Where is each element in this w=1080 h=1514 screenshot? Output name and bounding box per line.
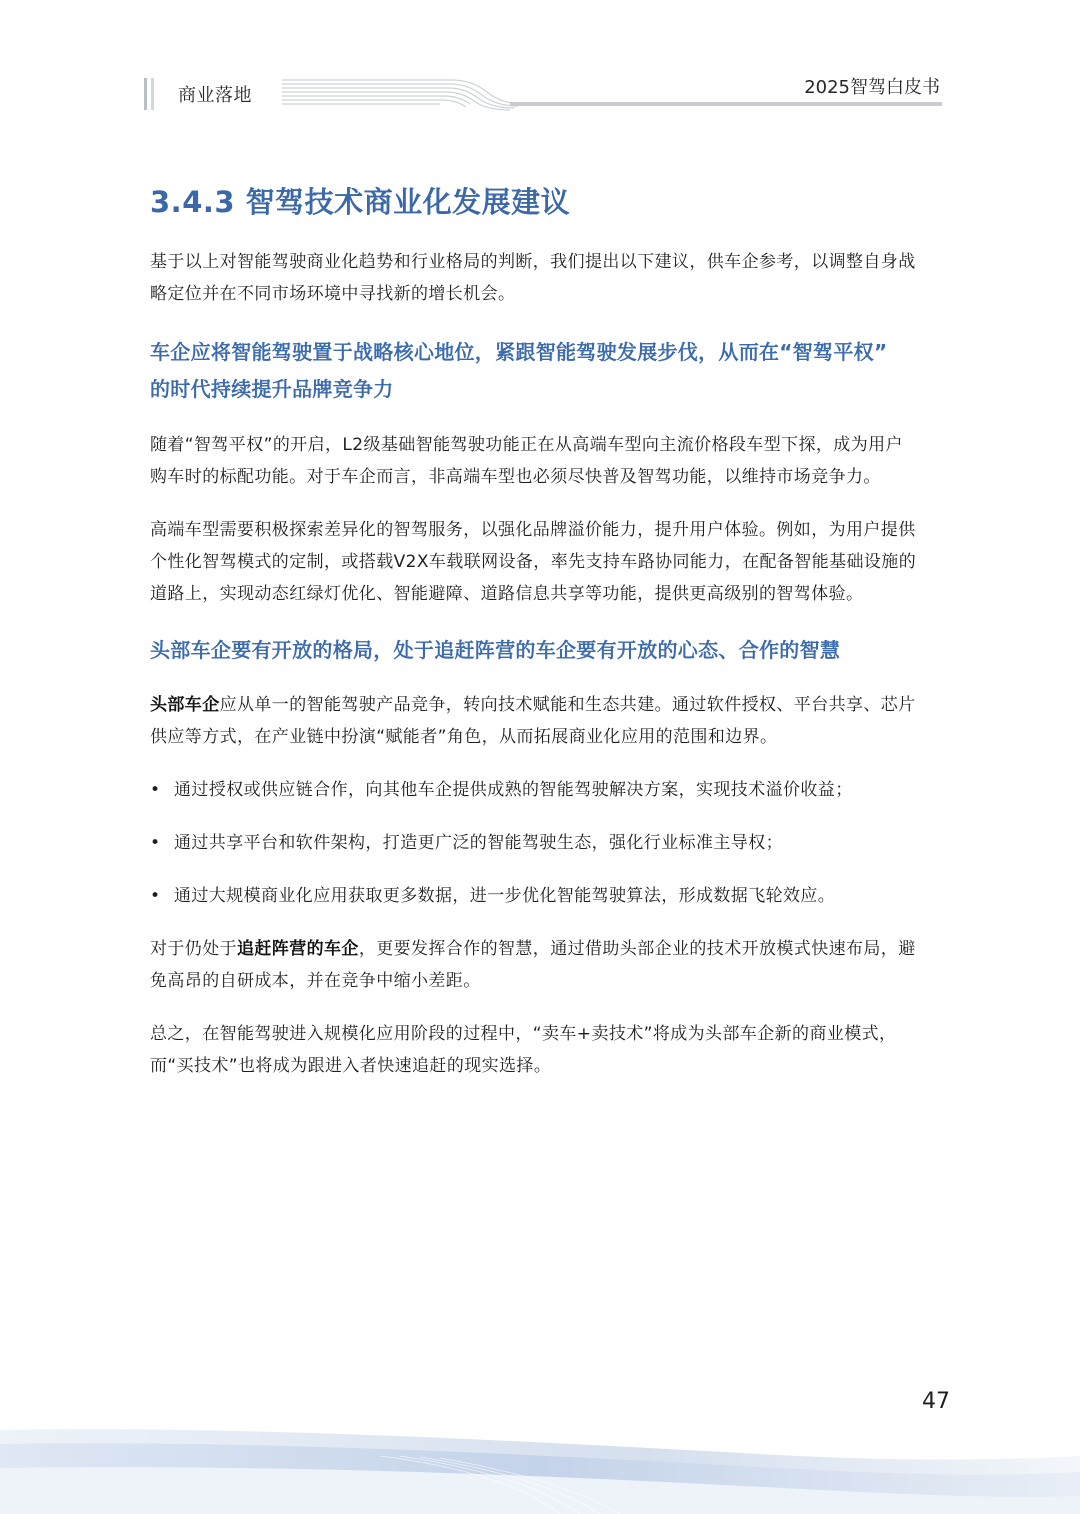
subheading-1-line-1: 车企应将智能驾驶置于战略核心地位，紧跟智能驾驶发展步伐，从而在“智驾平权” — [150, 340, 888, 364]
paragraph-5-line-2: 而“买技术”也将成为跟进入者快速追赶的现实选择。 — [150, 1056, 552, 1076]
section-heading: 3.4.3 智驾技术商业化发展建议 — [150, 185, 571, 219]
paragraph-1-line-1: 随着“智驾平权”的开启，L2级基础智能驾驶功能正在从高端车型向主流价格段车型下探，成为用户 — [150, 435, 903, 455]
intro-paragraph — [150, 246, 936, 310]
subheading-1-line-2: 的时代持续提升品牌竞争力 — [150, 377, 394, 401]
subheading-2: 头部车企要有开放的格局，处于追赶阵营的车企要有开放的心态、合作的智慧 — [150, 638, 841, 662]
paragraph-3-line-1 — [150, 689, 936, 721]
paragraph-3 — [150, 689, 936, 753]
paragraph-3-line-1-rest: 应从单一的智能驾驶产品竞争，转向技术赋能和生态共建。通过软件授权、平台共享、芯片 — [219, 695, 916, 715]
paragraph-4-line-2: 免高昂的自研成本，并在竞争中缩小差距。 — [150, 971, 481, 991]
document-title: 2025智驾白皮书 — [804, 77, 940, 98]
bullet-text: 通过共享平台和软件架构，打造更广泛的智能驾驶生态，强化行业标准主导权； — [174, 833, 783, 853]
bullet-dot-icon: • — [150, 780, 161, 800]
paragraph-3-line-2: 供应等方式，在产业链中扮演“赋能者”角色，从而拓展商业化应用的范围和边界。 — [150, 727, 778, 747]
subheading-1 — [150, 334, 940, 408]
page-number: 47 — [922, 1389, 950, 1414]
paragraph-4-line-1 — [150, 933, 936, 965]
paragraph-2 — [150, 514, 936, 610]
paragraph-4-prefix: 对于仍处于 — [150, 939, 237, 959]
bullet-dot-icon: • — [150, 833, 161, 853]
paragraph-2-line-3: 道路上，实现动态红绿灯优化、智能避障、道路信息共享等功能，提供更高级别的智驾体验。 — [150, 584, 864, 604]
paragraph-4-bold: 追赶阵营的车企 — [237, 939, 359, 959]
paragraph-4 — [150, 933, 936, 997]
header-bar-icon — [144, 78, 156, 110]
page-header — [0, 0, 1080, 120]
paragraph-5 — [150, 1018, 936, 1082]
paragraph-1 — [150, 429, 936, 493]
paragraph-3-bold: 头部车企 — [150, 695, 220, 715]
paragraph-2-line-1: 高端车型需要积极探索差异化的智驾服务，以强化品牌溢价能力，提升用户体验。例如，为用户提供 — [150, 520, 916, 540]
bullet-text: 通过大规模商业化应用获取更多数据，进一步优化智能驾驶算法，形成数据飞轮效应。 — [174, 886, 836, 906]
bullet-text: 通过授权或供应链合作，向其他车企提供成熟的智能驾驶解决方案，实现技术溢价收益； — [174, 780, 853, 800]
bullet-dot-icon: • — [150, 886, 161, 906]
intro-line-1: 基于以上对智能驾驶商业化趋势和行业格局的判断，我们提出以下建议，供车企参考，以调整自身战 — [150, 252, 916, 272]
paragraph-5-line-1: 总之，在智能驾驶进入规模化应用阶段的过程中，“卖车+卖技术”将成为头部车企新的商业模式， — [150, 1024, 897, 1044]
paragraph-4-line-1-rest: ，更要发挥合作的智慧，通过借助头部企业的技术开放模式快速布局，避 — [358, 939, 916, 959]
paragraph-2-line-2: 个性化智驾模式的定制，或搭载V2X车载联网设备，率先支持车路协同能力，在配备智能基础设施的 — [150, 552, 917, 572]
footer-wave-decoration — [0, 1410, 1080, 1514]
intro-line-2: 略定位并在不同市场环境中寻找新的增长机会。 — [150, 284, 516, 304]
section-name: 商业落地 — [178, 85, 252, 106]
paragraph-1-line-2: 购车时的标配功能。对于车企而言，非高端车型也必须尽快普及智驾功能，以维持市场竞争力。 — [150, 467, 881, 487]
